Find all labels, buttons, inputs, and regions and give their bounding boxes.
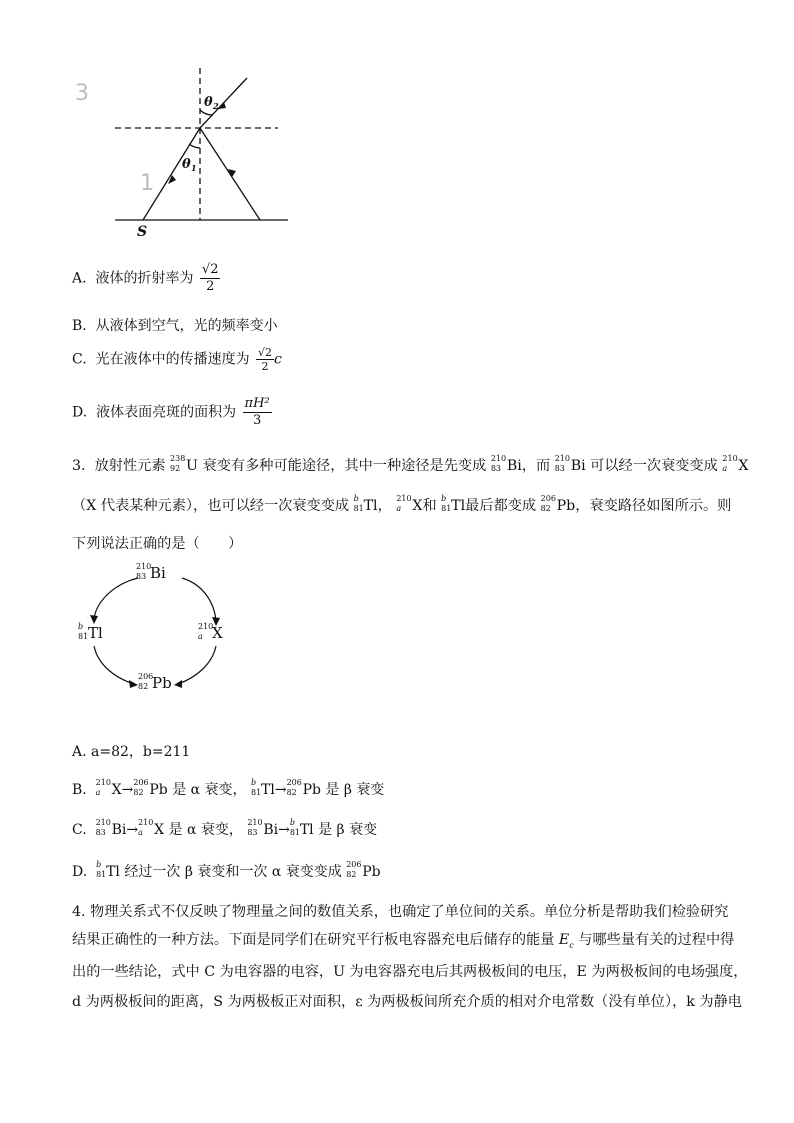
q4-line-3: 出的一些结论，式中 C 为电容器的电容，U 为电容器充电后其两极板间的电压，E 为两极板间的电场强度，: [72, 964, 748, 980]
option-prefix: C.: [72, 351, 87, 368]
mass-number: 210: [396, 494, 412, 503]
nuclide-tl: [354, 496, 364, 516]
text-segment: 最后都变成: [465, 498, 537, 514]
reaction-arrow: →: [274, 782, 287, 798]
diagram-bi: [136, 564, 166, 584]
q3-line-1: [72, 456, 749, 476]
q3-option-b: [72, 780, 384, 800]
atomic-number: 81: [441, 504, 452, 513]
mass-number: 206: [138, 672, 154, 681]
option-text: 是 α 衰变，: [172, 782, 247, 798]
mass-number: 210: [198, 622, 214, 631]
element-symbol: Pb: [556, 498, 576, 514]
element-symbol: Tl: [299, 822, 314, 838]
q3-line-3: 下列说法正确的是（ ）: [72, 536, 243, 552]
element-symbol: Tl: [88, 624, 103, 642]
atomic-number: 83: [247, 828, 258, 837]
text-segment: 和: [422, 498, 437, 514]
energy-symbol: E: [558, 932, 570, 948]
arrow-x-to-pb: [178, 646, 216, 684]
arrowhead-pb-left: [129, 680, 138, 688]
atomic-number: 92: [170, 464, 181, 473]
nuclide-x: [722, 456, 738, 476]
refraction-figure: [60, 60, 300, 240]
option-prefix: C.: [72, 822, 87, 838]
atomic-number: 81: [289, 828, 300, 837]
question-number: 3.: [72, 458, 86, 474]
mass-number: 210: [490, 454, 507, 463]
theta1-sub: 1: [191, 163, 197, 173]
nuclide-bi: [491, 456, 507, 476]
text-segment: ，而: [521, 458, 551, 474]
option-text: 液体表面亮斑的面积为: [96, 404, 237, 421]
option-prefix: B.: [72, 782, 87, 798]
reaction-arrow: →: [121, 782, 134, 798]
option-prefix: A.: [72, 270, 87, 287]
mass-number: 210: [95, 778, 111, 787]
option-text: 是 β 衰变: [325, 782, 385, 798]
mass-number: 206: [133, 778, 149, 787]
element-symbol: Bi: [506, 458, 522, 474]
atomic-number: 82: [138, 682, 149, 691]
atomic-number: a: [95, 788, 101, 797]
diagram-x: [198, 624, 223, 644]
arrowhead-tl: [90, 615, 98, 624]
source-label: S: [137, 224, 148, 240]
theta1-label: θ: [182, 157, 191, 172]
nuclide-pb: [541, 496, 557, 516]
arrow-tl-to-pb: [94, 646, 134, 684]
text-segment: 结果正确性的一种方法。下面是同学们在研究平行板电容器充电后储存的能量: [72, 932, 555, 948]
theta2-arc: [200, 110, 213, 115]
nuclide-bi: [555, 456, 571, 476]
mass-number: 210: [554, 454, 570, 463]
mass-number: b: [96, 860, 102, 869]
element-symbol: X: [738, 458, 749, 474]
mass-number: b: [78, 622, 84, 631]
atomic-number: 83: [554, 464, 565, 473]
fraction: [243, 396, 272, 429]
text-segment: （X 代表某种元素），也可以经一次衰变变成: [72, 498, 350, 514]
option-prefix: D.: [72, 864, 88, 880]
q2-option-a: [72, 262, 220, 295]
fraction: [256, 346, 274, 373]
element-symbol: X: [212, 624, 223, 642]
diagram-tl: [78, 624, 103, 644]
text-segment: 衰变有多种可能途径，其中一种途径是先变成: [202, 458, 487, 474]
atomic-number: 83: [136, 572, 147, 581]
option-prefix: B.: [72, 318, 87, 334]
text-segment: 放射性元素: [94, 458, 166, 474]
denominator: 2: [206, 279, 215, 294]
element-symbol: Tl: [261, 782, 275, 798]
q2-option-d: [72, 396, 272, 429]
text-segment: ，: [377, 498, 392, 514]
mass-number: 210: [138, 818, 154, 827]
refraction-diagram: [60, 60, 300, 240]
text-segment: 与哪些量有关的过程中得: [578, 932, 735, 948]
mass-number: b: [289, 818, 295, 827]
q3-line-2: [72, 496, 731, 516]
element-symbol: Bi: [150, 564, 166, 582]
decay-path-diagram: [70, 560, 250, 700]
element-symbol: X: [111, 782, 122, 798]
nuclide-u: [170, 456, 186, 476]
atomic-number: 81: [78, 632, 89, 641]
mass-number: 210: [95, 818, 111, 827]
mass-number: 238: [170, 454, 186, 463]
ghost-mark-1: 1: [140, 171, 154, 196]
mass-number: b: [353, 494, 359, 503]
numerator: √2: [201, 262, 219, 277]
element-symbol: Bi: [111, 822, 127, 838]
mass-number: 206: [346, 860, 362, 869]
mass-number: 210: [136, 562, 152, 571]
q2-option-b: [72, 316, 278, 336]
q3-option-a: A. a=82，b=211: [72, 744, 191, 760]
atomic-number: 82: [133, 788, 144, 797]
element-symbol: Tl: [106, 864, 120, 880]
fraction: [200, 262, 221, 295]
element-symbol: Bi: [263, 822, 279, 838]
element-symbol: Bi: [570, 458, 586, 474]
option-prefix: D.: [72, 404, 88, 421]
nuclide-x: [396, 496, 412, 516]
option-text: 是 β 衰变: [318, 822, 378, 838]
reaction-arrow: →: [126, 822, 139, 838]
mass-number: b: [441, 494, 447, 503]
reflected-ray: [200, 128, 260, 220]
option-text: 经过一次 β 衰变和一次 α 衰变变成: [124, 864, 342, 880]
atomic-number: 81: [251, 788, 262, 797]
element-symbol: Tl: [363, 498, 378, 514]
numerator: πH²: [244, 396, 270, 411]
energy-subscript: c: [569, 940, 574, 950]
q3-option-c: [72, 820, 377, 840]
element-symbol: Tl: [451, 498, 466, 514]
q4-line-1: 4. 物理关系式不仅反映了物理量之间的数值关系，也确定了单位间的关系。单位分析是帮助我们检验研究: [72, 904, 729, 920]
element-symbol: Pb: [302, 782, 321, 798]
denominator: 2: [261, 360, 269, 373]
atomic-number: a: [198, 632, 203, 641]
option-text: 从液体到空气，光的频率变小: [95, 318, 278, 334]
reaction-arrow: →: [278, 822, 290, 838]
element-symbol: X: [412, 498, 423, 514]
mass-number: 210: [722, 454, 738, 463]
q4-line-2: [72, 930, 734, 956]
atomic-number: 83: [490, 464, 501, 473]
atomic-number: a: [396, 504, 402, 513]
speed-symbol: c: [274, 351, 282, 368]
theta1-arc: [189, 144, 200, 148]
nuclide-tl: [441, 496, 451, 516]
mass-number: 210: [247, 818, 263, 827]
element-symbol: Pb: [362, 864, 381, 880]
text-segment: ，衰变路径如图所示。则: [575, 498, 732, 514]
theta2-label: θ: [204, 95, 213, 110]
element-symbol: X: [154, 822, 165, 838]
element-symbol: U: [186, 458, 199, 474]
q2-option-c: [72, 346, 282, 373]
element-symbol: Pb: [149, 782, 168, 798]
arrow-bi-to-tl: [94, 578, 138, 620]
element-symbol: Pb: [152, 674, 172, 692]
denominator: 3: [252, 413, 262, 428]
diagram-pb: [138, 674, 172, 694]
atomic-number: a: [722, 464, 728, 473]
atomic-number: 82: [286, 788, 297, 797]
atomic-number: 82: [540, 504, 551, 513]
incident-arrow: [168, 175, 176, 184]
option-text: 光在液体中的传播速度为: [95, 351, 250, 368]
refracted-arrow: [218, 102, 226, 109]
mass-number: 206: [286, 778, 302, 787]
option-text: 是 α 衰变，: [168, 822, 243, 838]
option-text: 液体的折射率为: [95, 270, 194, 287]
atomic-number: 81: [96, 870, 107, 879]
atomic-number: 83: [95, 828, 106, 837]
atomic-number: 81: [353, 504, 364, 513]
mass-number: 206: [540, 494, 556, 503]
arrowhead-pb-right: [174, 680, 182, 688]
numerator: √2: [258, 346, 273, 359]
q3-option-d: [72, 862, 381, 882]
theta2-sub: 2: [213, 101, 219, 111]
ghost-mark-2: 3: [75, 81, 89, 106]
mass-number: b: [251, 778, 257, 787]
text-segment: 可以经一次衰变变成: [590, 458, 718, 474]
arrow-bi-to-x: [182, 578, 216, 622]
atomic-number: a: [138, 828, 143, 837]
q4-line-4: d 为两极板间的距离，S 为两极板正对面积，ε 为两极板间所充介质的相对介电常数（没有单位），k 为静电: [72, 994, 742, 1010]
atomic-number: 82: [346, 870, 357, 879]
